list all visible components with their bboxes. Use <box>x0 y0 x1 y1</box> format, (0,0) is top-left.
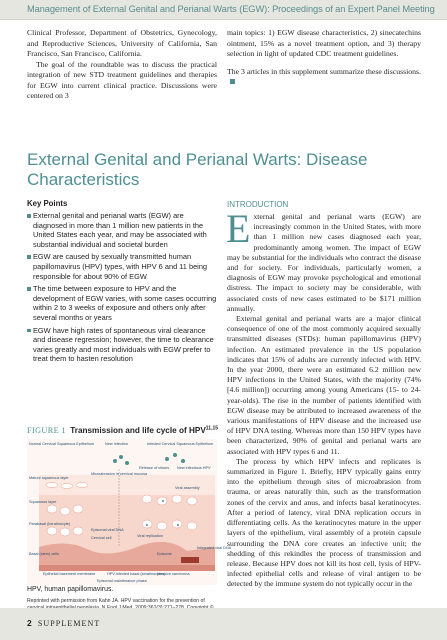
label-integrated: Integrated viral DNA <box>197 546 232 550</box>
main-topics-paragraph: main topics: 1) EGW disease characteristics, 2) sinecatechins ointment, 15% as a novel treatment option, and 3) therapy selection in light of updated CDC treatment guidelines. <box>227 28 421 58</box>
figure-heading <box>27 426 218 435</box>
label-release: Release of virions <box>139 466 170 470</box>
key-points-heading: Key Points <box>27 199 68 208</box>
label-assembly: Viral assembly <box>175 486 200 490</box>
supplement-label: SUPPLEMENT <box>37 619 101 628</box>
running-header <box>0 0 447 20</box>
introduction-paragraph-2: External genital and perianal warts are a major clinical consequence of one of the most commonly acquired sexually transmitted diseases (STDs): human papillomavirus (HPV) infection. An estimated prevalence in the US population indicates that 15% of adults are currently infected with HPV. In the year 2000, there were an estimated 6.2 million new HPV infections in the United States, with the majority (74% [4.6 million]) occurring among young Americans (15- to 24-year-olds). The rise in the number of patients identified with EGW disease may be attributed to increased awareness of the various manifestations of HPV disease and the increased use of HPV DNA testing. Whereas more than 150 HPV types have been characterized, 90% of genital and perianal warts are associated with HPV types 6 and 11. <box>227 314 421 456</box>
invasive-carcinoma-mark <box>181 557 199 563</box>
label-basal: Basal (stem) cells <box>29 552 59 556</box>
label-replication: Viral replication <box>137 534 163 538</box>
left-intro-column <box>27 28 217 102</box>
hpv-lifecycle-figure <box>27 439 232 585</box>
section-title: External Genital and Perianal Warts: Disease Characteristics <box>27 150 368 189</box>
label-basement: Epithelial basement membrane <box>43 572 96 576</box>
figure-caption: HPV, human papillomavirus. <box>27 586 114 593</box>
key-point: EGW are caused by sexually transmitted human papillomavirus (HPV) types, with HPV 6 and 11 being responsible for about 90% of EGW <box>27 252 217 281</box>
label-new-infection: New Infection <box>105 442 129 446</box>
label-hpv-basal: HPV-infected basal (keratinocytes) <box>107 572 166 576</box>
running-header-title: Management of External Genital and Perianal Warts (EGW): Proceedings of an Expert Panel Meeting <box>27 4 435 14</box>
drop-cap: E <box>226 206 251 251</box>
label-normal: Normal Cervical Squamous Epithelium <box>29 442 94 446</box>
right-intro-column <box>227 28 421 88</box>
label-mature: Mature squamous layer <box>29 476 69 480</box>
figure-source: Reprinted with permission from Kahn JA. HPV vaccination for the prevention of <box>27 598 205 604</box>
figure-label: FIGURE 1 <box>27 426 66 435</box>
footer-text <box>27 618 100 628</box>
summary-paragraph: The 3 articles in this supplement summarize these discussions. <box>227 67 421 88</box>
key-point: EGW have high rates of spontaneous viral clearance and disease regression; however, the time to clearance varies greatly and most individuals with EGW prefer to treat them to hasten resolution <box>27 326 217 364</box>
introduction-paragraph-3: The process by which HPV infects and replicates is summarized in Figure 1. Briefly, HPV typically gains entry into the epithelium through sites of microabrasion from trauma, or areas naturally thin, such as the transformation zones of the cervix and anus, and infects basal keratinocytes. After a period of latency, viral DNA replication occurs in differentiating cells. As the keratinocytes mature in the upper layers of the epithelium, viral assembly of a protein capsule surrounding the DNA core creates an infective unit; the shedding of this rekindles the process of transmission and release. Because HPV does not kill its host cell, lysis of HPV-infected epithelial cells and release of viral antigen to be detected by the immune system do not typically occur in the <box>227 456 421 589</box>
page-footer <box>0 608 447 640</box>
label-parabasal: Parabasal (keratinocyte) <box>29 522 71 526</box>
label-infected: Infected Cervical Squamous Epithelium <box>147 442 214 446</box>
key-point: External genital and perianal warts (EGW) are diagnosed in more than 1 million new patients in the United States each year, and may be associated with substantial individual and societal burden <box>27 211 217 249</box>
introduction-paragraph-1: External genital and perianal warts (EGW) are increasingly common in the United States, with more than 1 million new cases diagnosed each year, predominantly among women. The impact of EGW may be substantial for the individuals who contract the disease and for society. For individuals, particularly women, a diagnosis of EGW may provoke psychological and emotional distress. The impact to society may be considerable, with associated costs of new cases estimated to be $171 million annually. <box>226 206 421 313</box>
hpv-lifecycle-diagram <box>27 439 232 585</box>
label-cervical-cell: Cervical cell <box>91 536 112 540</box>
label-microabrasion: Microabrasion in cervical mucosa <box>91 472 148 476</box>
page-number: 2 <box>27 618 33 628</box>
introduction-body <box>226 206 421 590</box>
label-new-virions: New infectious HPV <box>177 466 211 470</box>
basement-membrane <box>39 565 215 571</box>
figure-title: Transmission and life cycle of HPV <box>70 426 206 435</box>
roundtable-goal-paragraph: The goal of the roundtable was to discuss the practical integration of new STD treatment guidelines and therapies for EGW into current clinical practice. Discussions were centered on 3 <box>27 59 217 100</box>
label-invasive: Invasive carcinoma <box>157 572 190 576</box>
author-affiliation: Clinical Professor, Department of Obstetrics, Gynecology, and Reproductive Sciences, University of California, San Francisco, San Francisco, California. <box>27 28 217 58</box>
key-points-list <box>27 211 217 367</box>
label-episome: Episome <box>157 552 172 556</box>
key-point: The time between exposure to HPV and the development of EGW varies, with some cases occurring within 2 to 3 weeks of exposure and others only after several months or years <box>27 284 217 322</box>
figure-title-refs: 11,15 <box>205 425 219 432</box>
label-squamous: Squamous layer <box>29 500 57 504</box>
label-maintenance: Episomal maintenance phase <box>97 579 147 583</box>
introduction-heading: INTRODUCTION <box>227 200 289 209</box>
label-episomal: Episomal viral DNA <box>91 528 124 532</box>
end-mark-icon <box>230 79 235 84</box>
